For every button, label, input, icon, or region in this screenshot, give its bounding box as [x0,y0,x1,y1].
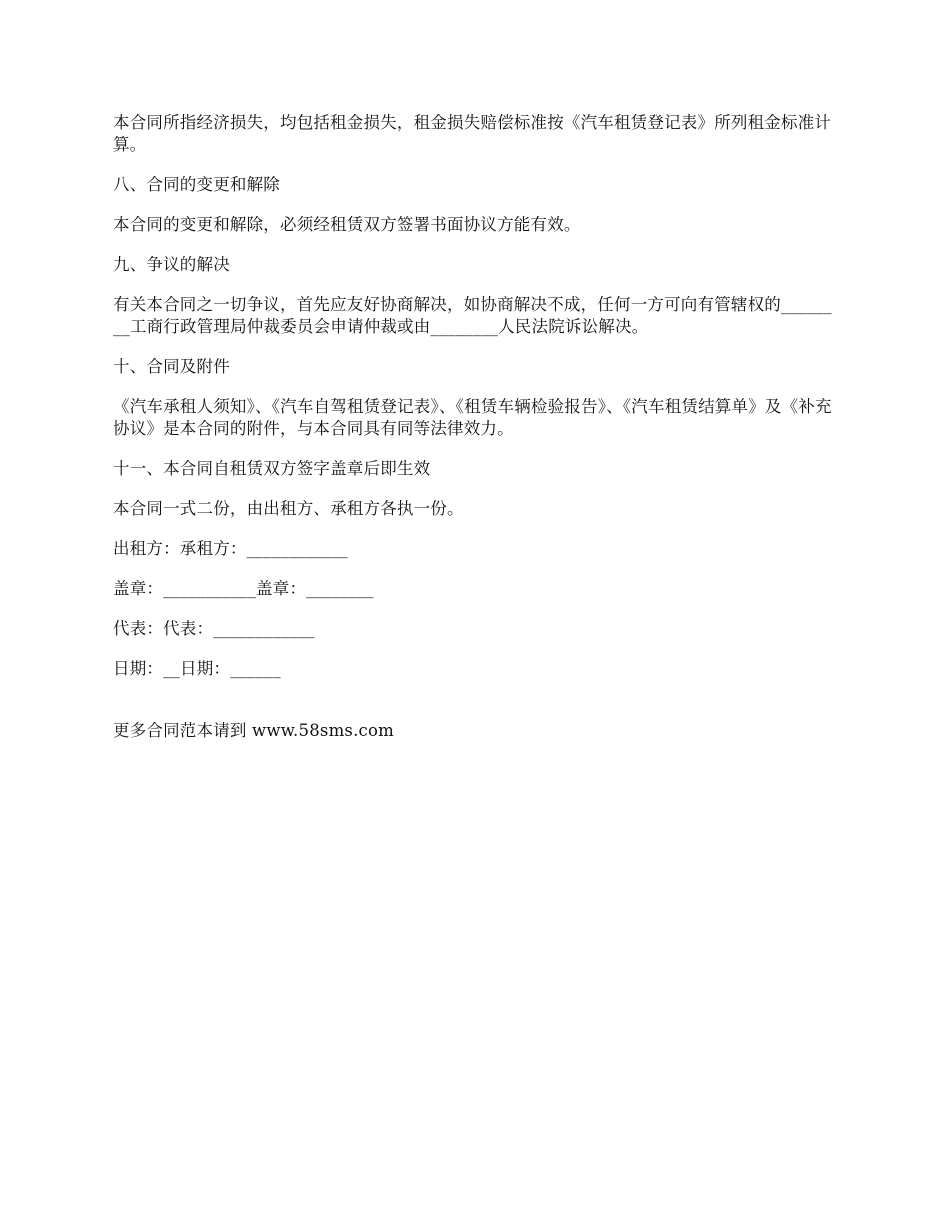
signature-line-seal: 盖章：___________盖章：________ [113,579,374,598]
spacer [113,196,839,214]
spacer [113,378,839,396]
spacer [113,480,839,498]
footer-link-text: 更多合同范本请到 www.58sms.com [113,721,394,740]
spacer [113,680,839,720]
spacer [113,156,839,174]
spacer [113,440,839,458]
heading-section-8: 八、合同的变更和解除 [113,175,280,194]
spacer [113,236,839,254]
heading-section-11: 十一、本合同自租赁双方签字盖章后即生效 [113,459,431,478]
paragraph-economic-loss: 本合同所指经济损失，均包括租金损失，租金损失赔偿标准按《汽车租赁登记表》所列租金标准计算。 [113,113,832,154]
paragraph-attachments: 《汽车承租人须知》、《汽车自驾租赁登记表》、《租赁车辆检验报告》、《汽车租赁结算单》及《补充协议》是本合同的附件，与本合同具有同等法律效力。 [113,397,832,438]
signature-line-parties: 出租方：承租方：____________ [113,539,348,558]
spacer [113,520,839,538]
paragraph-dispute-resolution: 有关本合同之一切争议，首先应友好协商解决，如协商解决不成，任何一方可向有管辖权的________工商行政管理局仲裁委员会申请仲裁或由________人民法院诉讼解决。 [113,295,832,336]
signature-line-date: 日期：__日期：______ [113,659,281,678]
heading-section-9: 九、争议的解决 [113,255,230,274]
paragraph-copies: 本合同一式二份，由出租方、承租方各执一份。 [113,499,464,518]
spacer [113,338,839,356]
document-page [113,112,839,742]
spacer [113,560,839,578]
signature-line-representative: 代表：代表：____________ [113,619,315,638]
heading-section-10: 十、合同及附件 [113,357,230,376]
paragraph-change-termination: 本合同的变更和解除，必须经租赁双方签署书面协议方能有效。 [113,215,581,234]
spacer [113,640,839,658]
spacer [113,600,839,618]
spacer [113,276,839,294]
